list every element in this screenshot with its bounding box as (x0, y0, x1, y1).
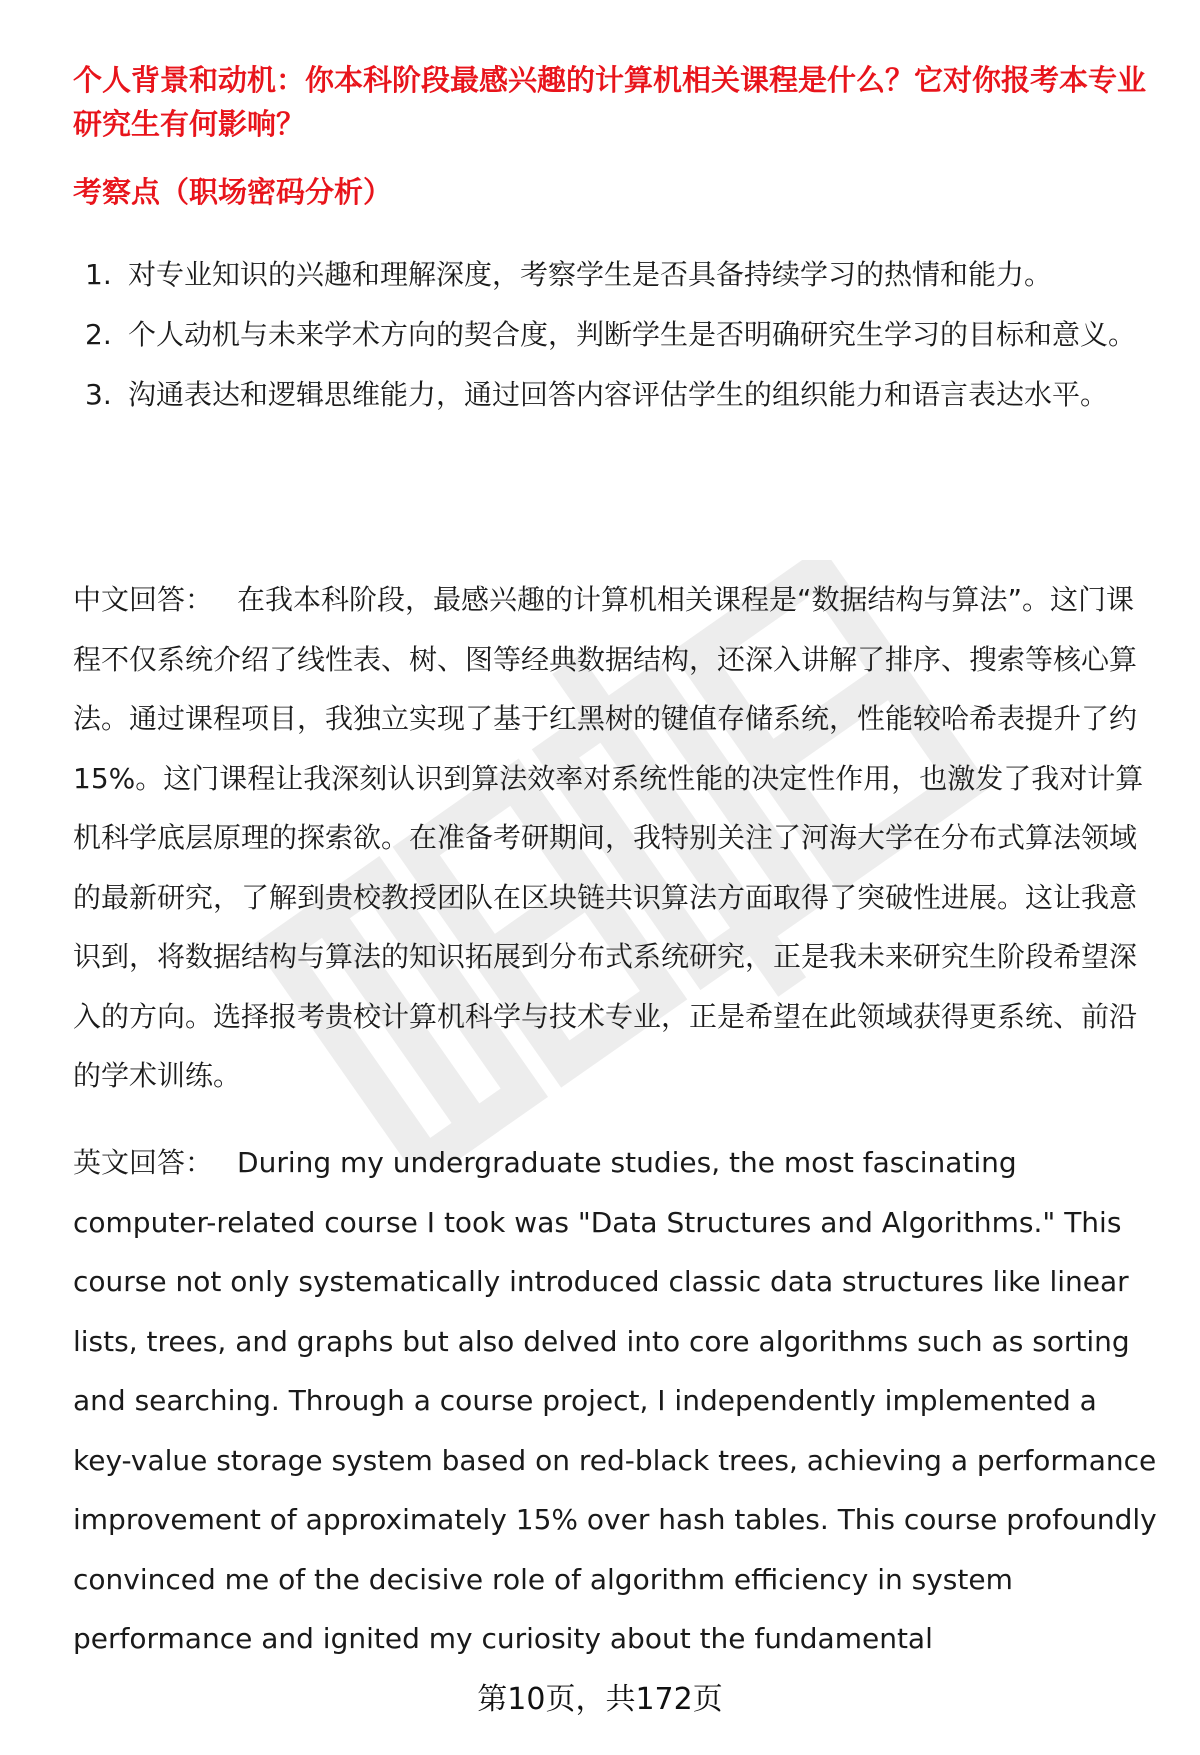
key-point-item (73, 305, 1153, 365)
key-point-number: 1. (85, 258, 112, 291)
key-point-number: 2. (85, 318, 112, 351)
page-number-footer: 第10页，共172页 (477, 1682, 723, 1717)
chinese-answer (73, 570, 1158, 1106)
key-point-item (73, 245, 1153, 305)
chinese-answer-text: 在我本科阶段，最感兴趣的计算机相关课程是“数据结构与算法”。这门课程不仅系统介绍了线性表、树、图等经典数据结构，还深入讲解了排序、搜索等核心算法。通过课程项目，我独立实现了基于红黑树的键值存储系统，性能较哈希表提升了约15%。这门课程让我深刻认识到算法效率对系统性能的决定性作用，也激发了我对计算机科学底层原理的探索欲。在准备考研期间，我特别关注了河海大学在分布式算法领域的最新研究，了解到贵校教授团队在区块链共识算法方面取得了突破性进展。这让我意识到，将数据结构与算法的知识拓展到分布式系统研究，正是我未来研究生阶段希望深入的方向。选择报考贵校计算机科学与技术专业，正是希望在此领域获得更系统、前沿的学术训练。 (73, 583, 1144, 1092)
question-title: 个人背景和动机：你本科阶段最感兴趣的计算机相关课程是什么？它对你报考本专业研究生有何影响？ (73, 63, 1147, 141)
key-points-heading: 考察点（职场密码分析） (73, 175, 393, 209)
chinese-answer-label: 中文回答： (73, 583, 214, 616)
key-points-list (73, 245, 1153, 425)
english-answer (73, 1133, 1158, 1669)
english-answer-text: During my undergraduate studies, the most fascinating computer-related course I took was "Data Structures and Algorithms." This course not only systematically introduced classic data structures like linear lists, trees, and graphs but also delved into core algorithms such as sorting and searching. Through a course project, I independently implemented a key-value storage system based on red-black trees, achieving a performance improvement of approximately 15% over hash tables. This course profoundly convinced me of the decisive role of algorithm efficiency in system performance and ignited my curiosity about the fundamental (73, 1146, 1157, 1655)
key-point-text: 对专业知识的兴趣和理解深度，考察学生是否具备持续学习的热情和能力。 (128, 258, 1053, 291)
key-point-text: 个人动机与未来学术方向的契合度，判断学生是否明确研究生学习的目标和意义。 (128, 318, 1137, 351)
english-answer-label: 英文回答： (73, 1146, 214, 1179)
key-point-text: 沟通表达和逻辑思维能力，通过回答内容评估学生的组织能力和语言表达水平。 (128, 378, 1109, 411)
key-point-number: 3. (85, 378, 112, 411)
key-point-item (73, 365, 1153, 425)
